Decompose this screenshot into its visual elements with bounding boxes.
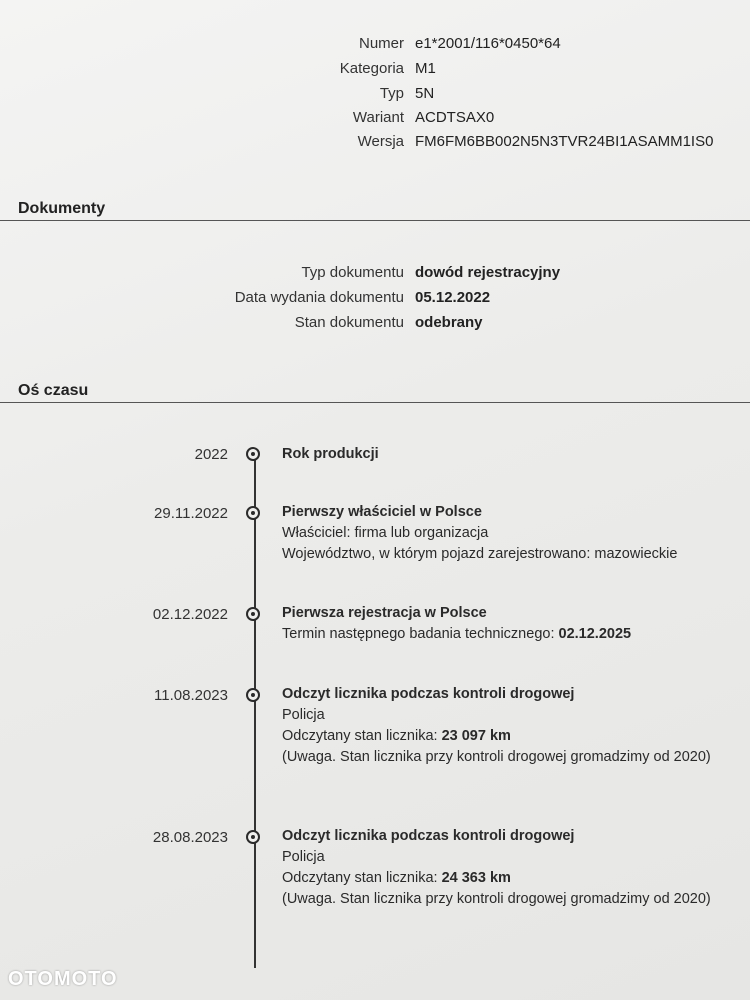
vehicle-label: Typ	[379, 85, 404, 102]
document-value: odebrany	[415, 314, 483, 331]
document-value: dowód rejestracyjny	[415, 264, 561, 281]
timeline-date: 29.11.2022	[154, 505, 228, 522]
timeline-dot-icon	[246, 447, 260, 461]
timeline-event-title: Odczyt licznika podczas kontroli drogowej	[282, 828, 575, 844]
document-value: 05.12.2022	[415, 289, 491, 306]
timeline-event-line: Policja	[282, 707, 325, 723]
vehicle-label: Wersja	[357, 133, 404, 150]
timeline-event-note: (Uwaga. Stan licznika przy kontroli drogowej gromadzimy od 2020)	[282, 891, 711, 907]
documents-divider	[0, 220, 750, 221]
document-label: Stan dokumentu	[294, 314, 404, 331]
timeline-event	[282, 826, 722, 910]
timeline-event-line: Właściciel: firma lub organizacja	[282, 525, 489, 541]
timeline-event-title: Odczyt licznika podczas kontroli drogowej	[282, 686, 575, 702]
timeline-event-line: Policja	[282, 849, 325, 865]
odometer-label: Odczytany stan licznika:	[282, 728, 442, 744]
timeline-line	[254, 453, 256, 968]
timeline-event-title: Pierwszy właściciel w Polsce	[282, 504, 482, 520]
timeline-event-line: Województwo, w którym pojazd zarejestrowano: mazowieckie	[282, 546, 678, 562]
timeline-event	[282, 603, 722, 645]
timeline-dot-icon	[246, 688, 260, 702]
timeline-date: 11.08.2023	[154, 687, 228, 704]
document-label: Data wydania dokumentu	[234, 289, 404, 306]
timeline-section-title: Oś czasu	[18, 382, 89, 399]
vehicle-value: M1	[415, 60, 436, 77]
timeline-dot-icon	[246, 607, 260, 621]
documents-section-title: Dokumenty	[18, 200, 106, 217]
vehicle-label: Numer	[358, 35, 404, 52]
timeline-date: 28.08.2023	[152, 829, 228, 846]
timeline-event-title: Pierwsza rejestracja w Polsce	[282, 605, 487, 621]
timeline-event-title: Rok produkcji	[282, 446, 379, 462]
timeline-event	[282, 444, 722, 465]
timeline-event	[282, 502, 722, 565]
timeline-dot-icon	[246, 830, 260, 844]
vehicle-value: ACDTSAX0	[415, 109, 495, 126]
timeline-event-line	[282, 868, 722, 889]
vehicle-value: FM6FM6BB002N5N3TVR24BI1ASAMM1IS0	[415, 133, 714, 150]
timeline-date: 2022	[194, 446, 228, 463]
document-label: Typ dokumentu	[301, 264, 404, 281]
timeline-event-line	[282, 726, 722, 747]
inspection-date: 02.12.2025	[558, 626, 632, 642]
timeline-divider	[0, 402, 750, 403]
timeline-event-note: (Uwaga. Stan licznika przy kontroli drogowej gromadzimy od 2020)	[282, 749, 711, 765]
vehicle-value: 5N	[415, 85, 435, 102]
vehicle-label: Kategoria	[339, 60, 404, 77]
otomoto-watermark-logo: OTOMOTO	[8, 968, 118, 990]
timeline-date: 02.12.2022	[152, 606, 228, 623]
vehicle-label: Wariant	[352, 109, 404, 126]
odometer-value: 23 097 km	[441, 728, 511, 744]
timeline-event-line	[282, 624, 722, 645]
inspection-label: Termin następnego badania technicznego:	[282, 626, 559, 642]
timeline-dot-icon	[246, 506, 260, 520]
odometer-label: Odczytany stan licznika:	[282, 870, 442, 886]
timeline-event	[282, 684, 722, 768]
odometer-value: 24 363 km	[441, 870, 511, 886]
vehicle-value: e1*2001/116*0450*64	[415, 35, 561, 52]
